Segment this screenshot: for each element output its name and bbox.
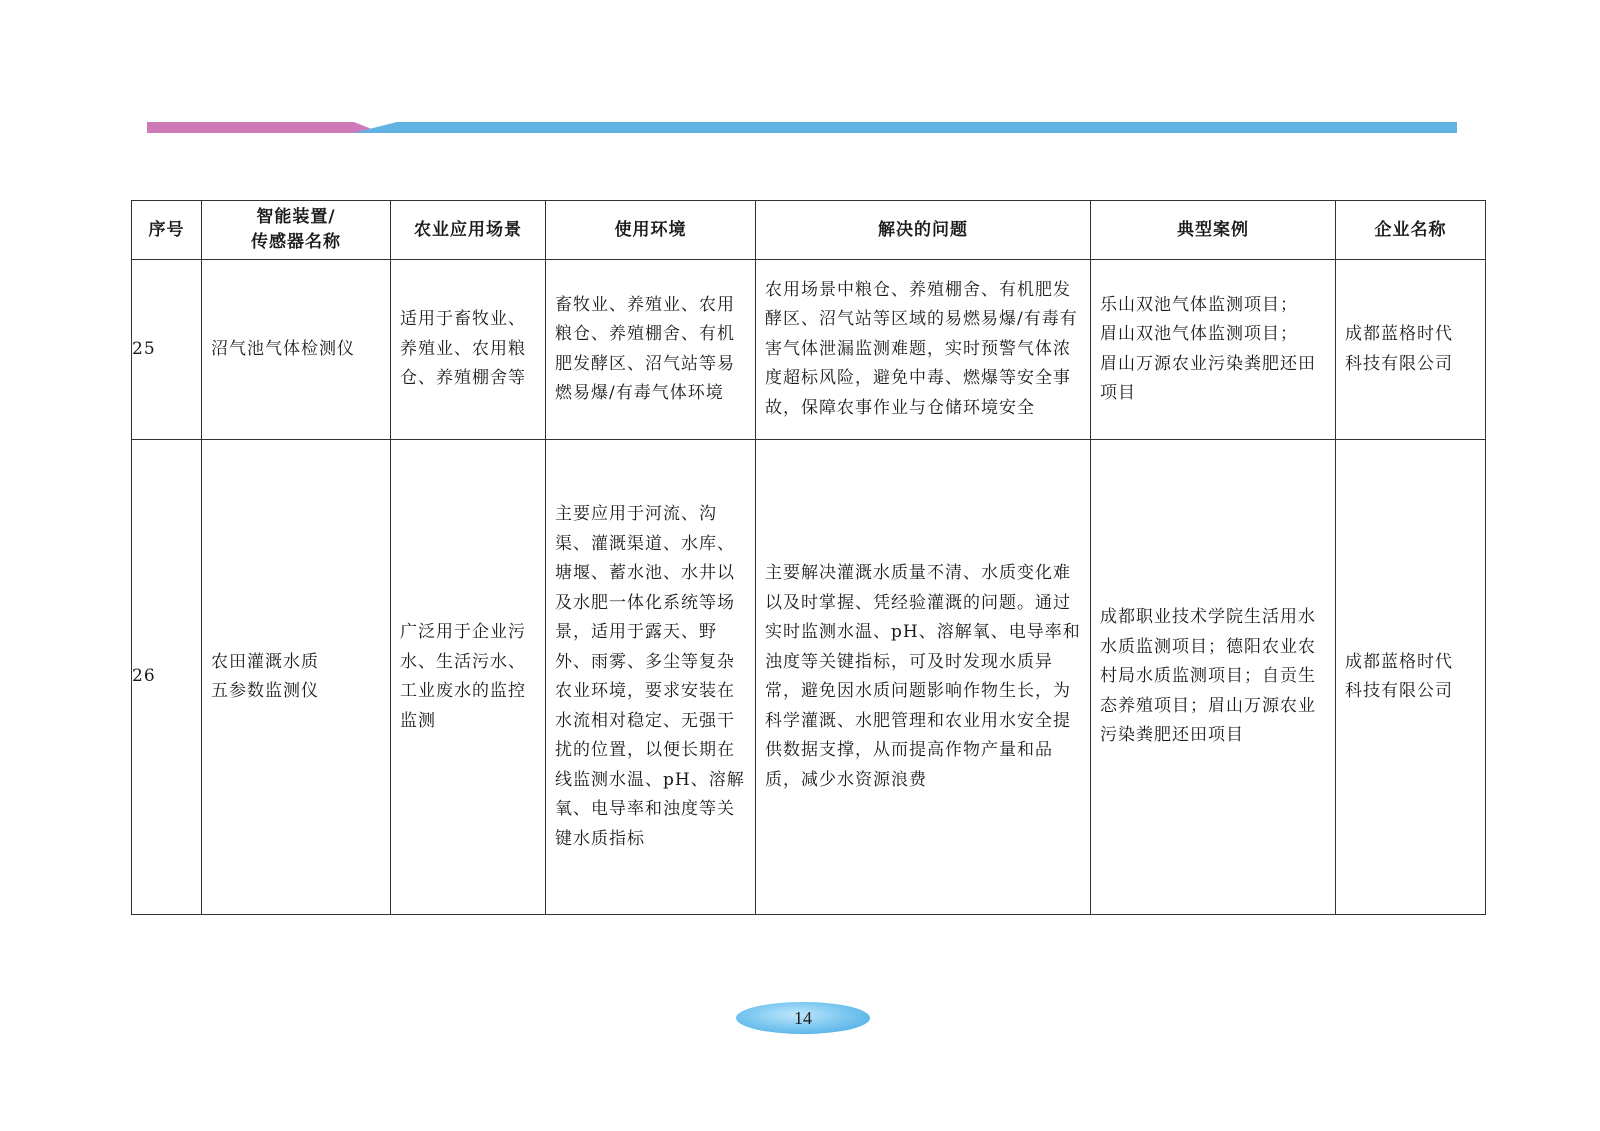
cell-env: 主要应用于河流、沟渠、灌溉渠道、水库、塘堰、蓄水池、水井以及水肥一体化系统等场景，适用于露天、野外、雨雾、多尘等复杂农业环境，要求安装在水流相对稳定、无强干扰的位置，以便长期在线监测水温、pH、溶解氧、电导率和浊度等关键水质指标	[546, 440, 756, 915]
table-row	[132, 260, 1486, 440]
header-seq: 序号	[132, 201, 202, 260]
header-bar-pink-segment	[147, 122, 382, 133]
cell-company	[1336, 440, 1486, 915]
page-number: 14	[794, 1007, 812, 1028]
header-bar-blue-segment	[353, 122, 1457, 133]
cell-device-line-2: 五参数监测仪	[211, 681, 319, 701]
header-env: 使用环境	[546, 201, 756, 260]
cell-company-line-1: 成都蓝格时代	[1345, 324, 1453, 344]
header-device-line-1: 智能装置/	[256, 207, 336, 227]
header-problem: 解决的问题	[756, 201, 1091, 260]
cell-scene: 适用于畜牧业、养殖业、农用粮仓、养殖棚舍等	[391, 260, 546, 440]
cell-company-line-1: 成都蓝格时代	[1345, 651, 1453, 672]
cell-device-line-1: 农田灌溉水质	[211, 651, 319, 672]
table-header-row	[132, 201, 1486, 260]
header-decoration-bar	[147, 122, 1457, 133]
cell-device	[202, 440, 391, 915]
table-row	[132, 440, 1486, 915]
cell-case-line-1: 乐山双池气体监测项目；	[1100, 294, 1298, 315]
cell-problem: 农用场景中粮仓、养殖棚舍、有机肥发酵区、沼气站等区域的易燃易爆/有毒有害气体泄漏监测难题，实时预警气体浓度超标风险，避免中毒、燃爆等安全事故，保障农事作业与仓储环境安全	[756, 260, 1091, 440]
header-company: 企业名称	[1336, 201, 1486, 260]
cell-problem: 主要解决灌溉水质量不清、水质变化难以及时掌握、凭经验灌溉的问题。通过实时监测水温、pH、溶解氧、电导率和浊度等关键指标，可及时发现水质异常，避免因水质问题影响作物生长，为科学灌溉、水肥管理和农业用水安全提供数据支撑，从而提高作物产量和品质，减少水资源浪费	[756, 440, 1091, 915]
cell-case	[1091, 440, 1336, 915]
cell-device-line-1: 沼气池气体检测仪	[211, 338, 355, 359]
cell-company	[1336, 260, 1486, 440]
cell-company-line-2: 科技有限公司	[1345, 353, 1453, 374]
cell-company-line-2: 科技有限公司	[1345, 681, 1453, 701]
cell-case-text: 成都职业技术学院生活用水水质监测项目；德阳农业农村局水质监测项目；自贡生态养殖项目；眉山万源农业污染粪肥还田项目	[1100, 607, 1316, 746]
header-scene: 农业应用场景	[391, 201, 546, 260]
cell-device	[202, 260, 391, 440]
page-number-badge	[736, 1002, 870, 1034]
cell-case-line-2: 眉山双池气体监测项目；	[1100, 324, 1298, 344]
header-device-line-2: 传感器名称	[251, 232, 341, 252]
cell-seq: 25	[132, 260, 202, 440]
header-device	[202, 201, 391, 260]
cell-case	[1091, 260, 1336, 440]
cell-scene: 广泛用于企业污水、生活污水、工业废水的监控监测	[391, 440, 546, 915]
cell-seq: 26	[132, 440, 202, 915]
device-table	[131, 200, 1486, 915]
cell-env: 畜牧业、养殖业、农用粮仓、养殖棚舍、有机肥发酵区、沼气站等易燃易爆/有毒气体环境	[546, 260, 756, 440]
header-case: 典型案例	[1091, 201, 1336, 260]
cell-case-line-3: 眉山万源农业污染粪肥还田项目	[1100, 353, 1316, 403]
